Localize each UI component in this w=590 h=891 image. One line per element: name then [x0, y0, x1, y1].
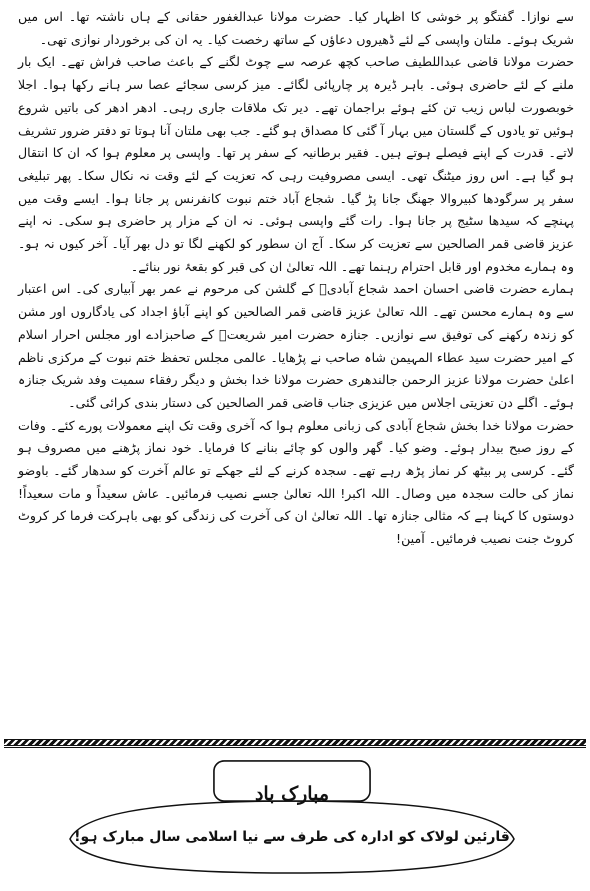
section-divider [4, 739, 586, 749]
announcement-frame-icon [64, 757, 520, 875]
announcement-message: قارئین لولاک کو ادارہ کی طرف سے نیا اسلامی سال مبارک ہو! [74, 829, 510, 845]
divider-thin-line [4, 747, 586, 748]
announcement-title: مبارک باد [254, 783, 330, 805]
article-body [18, 6, 574, 551]
article-paragraph-2: حضرت مولانا قاضی عبداللطیف صاحب کچھ عرصہ سے چوٹ لگنے کے باعث صاحب فراش تھے۔ ایک بار ملنے کے لئے حاضری ہوئی۔ باہر ڈیرہ پر چارپائی لگائے۔ میز کرسی سجائے عصا سر ہانے رکھا ہوا۔ اجلا خوبصورت لباس زیب تن کئے ہوئے براجمان تھے۔ دیر تک ملاقات جاری رہی۔ ادھر ادھر کی باتیں شروع ہوئیں تو یادوں کے گلستان میں بہار آ گئی کا مصداق ہو گئے۔ جب بھی ملتان آنا ہوتا تو دفتر ضرور تشریف لاتے۔ قدرت کے اپنے فیصلے ہوتے ہیں۔ فقیر برطانیہ کے سفر پر تھا۔ واپسی پر معلوم ہوا کہ ان کا انتقال ہو گیا ہے۔ اس روز میٹنگ تھی۔ ایسی مصروفیت رہی کہ تعزیت کے لئے وقت نہ نکال سکا۔ پھر تبلیغی سفر پر سرگودھا کبیروالا جھنگ جانا پڑ گیا۔ شجاع آباد ختم نبوت کانفرنس پر جانا ہوا۔ ایسے وقت میں پہنچے کہ سیدھا سٹیج پر جانا ہوا۔ رات گئے واپسی ہوئی۔ نہ ان کے مزار پر حاضری ہو سکی۔ نہ اپنے عزیز قاضی قمر الصالحین سے تعزیت کر سکا۔ آج ان سطور کو لکھنے لگا تو دل بھر آیا۔ آخر کیوں نہ ہو۔ وہ ہمارے مخدوم اور قابل احترام رہنما تھے۔ اللہ تعالیٰ ان کی قبر کو بقعۂ نور بنائے۔ [18, 54, 574, 274]
article-paragraph-4: حضرت مولانا خدا بخش شجاع آبادی کی زبانی معلوم ہوا کہ آخری وقت تک اپنے معمولات پورے کئے۔ وفات کے روز صبح بیدار ہوئے۔ وضو کیا۔ گھر والوں کو چائے بنانے کا فرمایا۔ خود نماز پڑھنے میں مصروف ہو گئے۔ کرسی پر بیٹھ کر نماز پڑھ رہے تھے۔ سجدہ کرنے کے لئے جھکے تو عالم آخرت کو سدھار گئے۔ باوضو نماز کی حالت سجدہ میں وصال۔ اللہ اکبر! اللہ تعالیٰ جسے نصیب فرمائیں۔ عاش سعیداً و مات سعیداً! دوستوں کا کہنا ہے کہ مثالی جنازہ تھا۔ اللہ تعالیٰ ان کی آخرت کی زندگی کو بھی باہرکت فرما کر کروٹ کروٹ جنت نصیب فرمائیں۔ آمین! [18, 417, 574, 547]
divider-hatched-bar [4, 739, 586, 746]
article-paragraph-3: ہمارے حضرت قاضی احسان احمد شجاع آبادیؒ کے گلشن کی مرحوم نے عمر بھر آبیاری کی۔ اس اعتبار سے وہ ہمارے محسن تھے۔ اللہ تعالیٰ عزیز قاضی قمر الصالحین کو اپنے آباؤ اجداد کی یادگاروں اور مشن کو زندہ رکھنے کی توفیق سے نوازیں۔ جنازہ حضرت امیر شریعتؒ کے صاحبزادے اور مجلس احرار اسلام کے امیر حضرت سید عطاء المہیمن شاہ صاحب نے پڑھایا۔ عالمی مجلس تحفظ ختم نبوت کے مرکزی ناظم اعلیٰ حضرت مولانا عزیز الرحمن جالندھری حضرت مولانا خدا بخش و دیگر رفقاء سمیت وفد شریک جنازہ ہوئے۔ اگلے دن تعزیتی اجلاس میں عزیزی جناب قاضی قمر الصالحین کی دستار بندی کرائی گئی۔ [18, 281, 574, 410]
announcement-card [64, 757, 520, 875]
article-paragraph-1: سے نوازا۔ گفتگو پر خوشی کا اظہار کیا۔ حضرت مولانا عبدالغفور حقانی کے ہاں ناشتہ تھا۔ اس میں شریک ہوئے۔ ملتان واپسی کے لئے ڈھیروں دعاؤں کے ساتھ رخصت کیا۔ یہ ان کی برخوردار نوازی تھی۔ [18, 9, 574, 47]
